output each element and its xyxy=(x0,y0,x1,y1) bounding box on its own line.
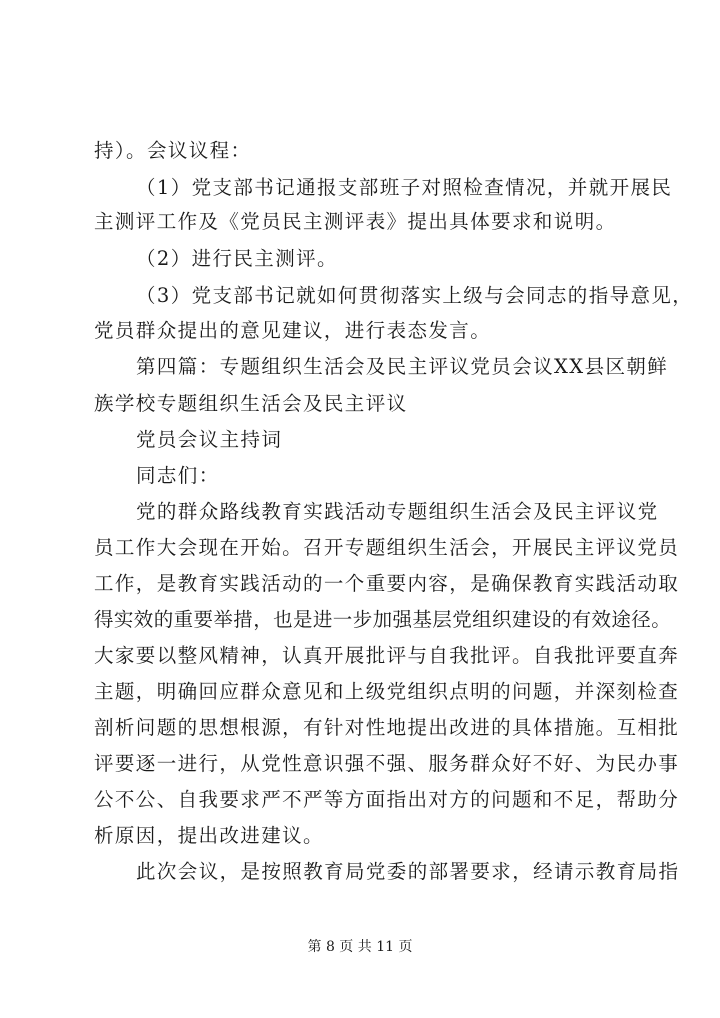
text-line: 评要逐一进行，从党性意识强不强、服务群众好不好、为民办事 xyxy=(94,752,680,775)
text-line: 析原因，提出改进建议。 xyxy=(94,824,324,847)
text-line: 党员群众提出的意见建议，进行表态发言。 xyxy=(94,319,492,342)
text-line: 大家要以整风精神，认真开展批评与自我批评。自我批评要直奔 xyxy=(94,644,680,667)
text-line: 族学校专题组织生活会及民主评议 xyxy=(94,392,408,415)
text-line: 第四篇：专题组织生活会及民主评议党员会议XX县区朝鲜 xyxy=(136,355,669,378)
text-line: 员工作大会现在开始。召开专题组织生活会，开展民主评议党员 xyxy=(94,536,680,559)
page-number: 第 8 页 共 11 页 xyxy=(307,939,413,955)
text-line: 党员会议主持词 xyxy=(136,428,283,451)
text-line: 党的群众路线教育实践活动专题组织生活会及民主评议党 xyxy=(136,500,659,523)
text-line: 此次会议，是按照教育局党委的部署要求，经请示教育局指 xyxy=(136,860,680,883)
text-line: 剖析问题的思想根源，有针对性地提出改进的具体措施。互相批 xyxy=(94,716,680,739)
text-line: 主测评工作及《党员民主测评表》提出具体要求和说明。 xyxy=(94,210,617,233)
text-line: 持）。会议议程： xyxy=(94,139,252,162)
text-line: 公不公、自我要求严不严等方面指出对方的问题和不足，帮助分 xyxy=(94,788,680,811)
text-line: 主题，明确回应群众意见和上级党组织点明的问题，并深刻检查 xyxy=(94,680,680,703)
text-line: （1）党支部书记通报支部班子对照检查情况，并就开展民 xyxy=(136,176,673,199)
text-line: 得实效的重要举措，也是进一步加强基层党组织建设的有效途径。 xyxy=(94,608,672,631)
text-line: （2）进行民主测评。 xyxy=(136,247,338,270)
text-line: 同志们： xyxy=(136,464,220,487)
text-line: （3）党支部书记就如何贯彻落实上级与会同志的指导意见， xyxy=(136,284,694,307)
text-line: 工作，是教育实践活动的一个重要内容，是确保教育实践活动取 xyxy=(94,572,680,595)
